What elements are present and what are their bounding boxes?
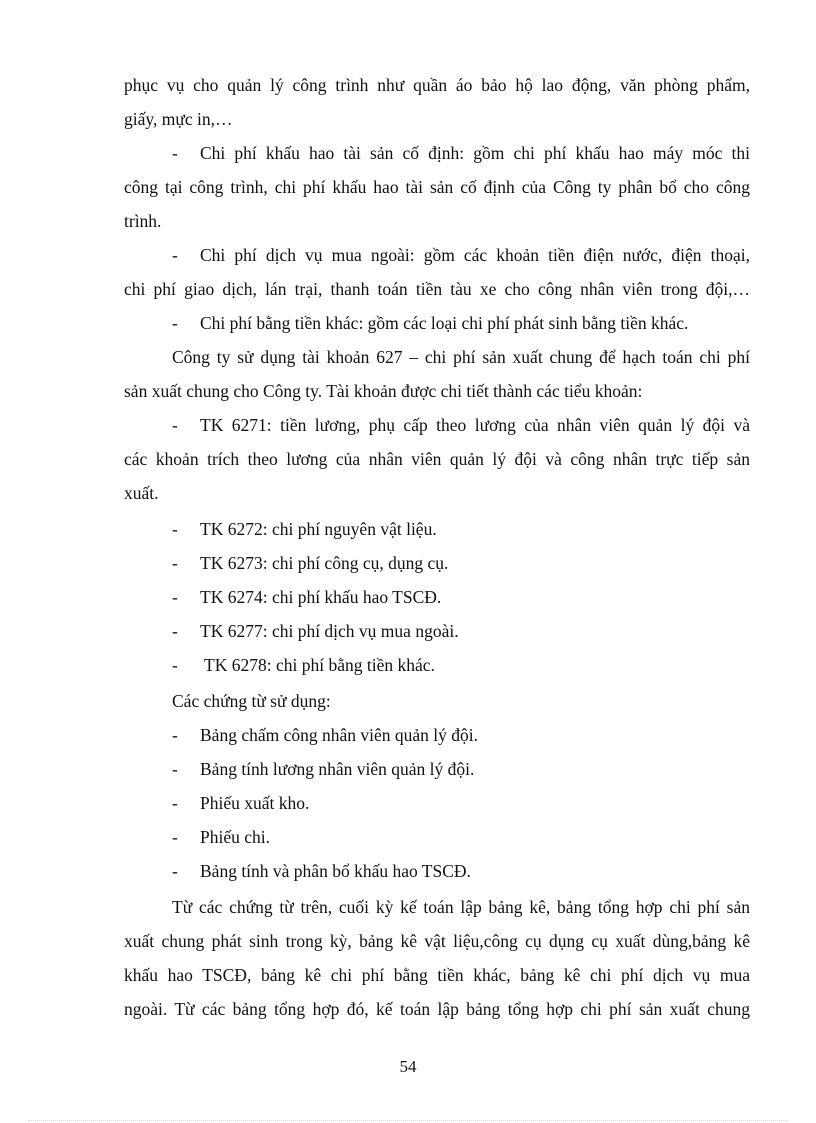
bullet-dash: -: [172, 143, 178, 163]
bullet-dash: -: [172, 793, 178, 813]
bullet-item: - Bảng tính lương nhân viên quản lý đội.: [172, 759, 475, 779]
paragraph-first-line: Từ các chứng từ trên, cuối kỳ kế toán lập bảng kê, bảng tổng hợp chi phí sản: [172, 897, 750, 917]
bullet-dash: -: [172, 415, 178, 435]
bullet-dash: -: [172, 827, 178, 847]
page-bottom-rule: [28, 1120, 788, 1121]
bullet-item: - Chi phí bằng tiền khác: gồm các loại chi phí phát sinh bằng tiền khác.: [172, 313, 689, 333]
bullet-item: - TK 6273: chi phí công cụ, dụng cụ.: [172, 553, 449, 573]
bullet-dash: -: [172, 553, 178, 573]
text-line: khấu hao TSCĐ, bảng kê chi phí bằng tiền khác, bảng kê chi phí dịch vụ mua: [124, 965, 750, 985]
text-line: xuất chung phát sinh trong kỳ, bảng kê vật liệu,công cụ dụng cụ xuất dùng,bảng kê: [124, 931, 750, 951]
bullet-dash: -: [172, 861, 178, 881]
bullet-dash: -: [172, 313, 178, 333]
bullet-item: - Phiếu xuất kho.: [172, 793, 310, 813]
page-number: 54: [399, 1057, 417, 1076]
bullet-dash: -: [172, 621, 178, 641]
text-line: chi phí giao dịch, lán trại, thanh toán tiền tàu xe cho công nhân viên trong đội,…: [124, 279, 750, 299]
bullet-item: - TK 6272: chi phí nguyên vật liệu.: [172, 519, 437, 539]
bullet-item: - Chi phí khấu hao tài sản cố định: gồm chi phí khấu hao máy móc thi: [172, 143, 750, 163]
bullet-dash: -: [172, 245, 178, 265]
bullet-item: - Chi phí dịch vụ mua ngoài: gồm các khoản tiền điện nước, điện thoại,: [172, 245, 750, 265]
text-line: ngoài. Từ các bảng tổng hợp đó, kế toán lập bảng tổng hợp chi phí sản xuất chung: [124, 999, 750, 1019]
paragraph-first-line: Công ty sử dụng tài khoản 627 – chi phí sản xuất chung để hạch toán chi phí: [172, 347, 750, 367]
bullet-dash: -: [172, 759, 178, 779]
section-label: Các chứng từ sử dụng:: [172, 691, 331, 711]
bullet-item: - Phiếu chi.: [172, 827, 270, 847]
text-line: phục vụ cho quản lý công trình như quần áo bảo hộ lao động, văn phòng phẩm,: [124, 75, 750, 95]
bullet-item: - TK 6271: tiền lương, phụ cấp theo lương của nhân viên quản lý đội và: [172, 415, 750, 435]
text-line: xuất.: [124, 483, 159, 503]
text-line: trình.: [124, 211, 162, 231]
text-line: các khoản trích theo lương của nhân viên quản lý đội và công nhân trực tiếp sản: [124, 449, 750, 469]
bullet-dash: -: [172, 519, 178, 539]
bullet-item: - Bảng chấm công nhân viên quản lý đội.: [172, 725, 478, 745]
bullet-item: - TK 6274: chi phí khấu hao TSCĐ.: [172, 587, 442, 607]
bullet-item: - Bảng tính và phân bổ khấu hao TSCĐ.: [172, 861, 471, 881]
bullet-dash: -: [172, 725, 178, 745]
text-line: sản xuất chung cho Công ty. Tài khoản được chi tiết thành các tiểu khoản:: [124, 381, 643, 401]
text-line: công tại công trình, chi phí khấu hao tài sản cố định của Công ty phân bổ cho công: [124, 177, 750, 197]
bullet-dash: -: [172, 587, 178, 607]
bullet-dash: -: [172, 655, 178, 675]
bullet-item: - TK 6277: chi phí dịch vụ mua ngoài.: [172, 621, 459, 641]
bullet-item: - TK 6278: chi phí bằng tiền khác.: [172, 655, 435, 675]
text-line: giấy, mực in,…: [124, 109, 233, 129]
